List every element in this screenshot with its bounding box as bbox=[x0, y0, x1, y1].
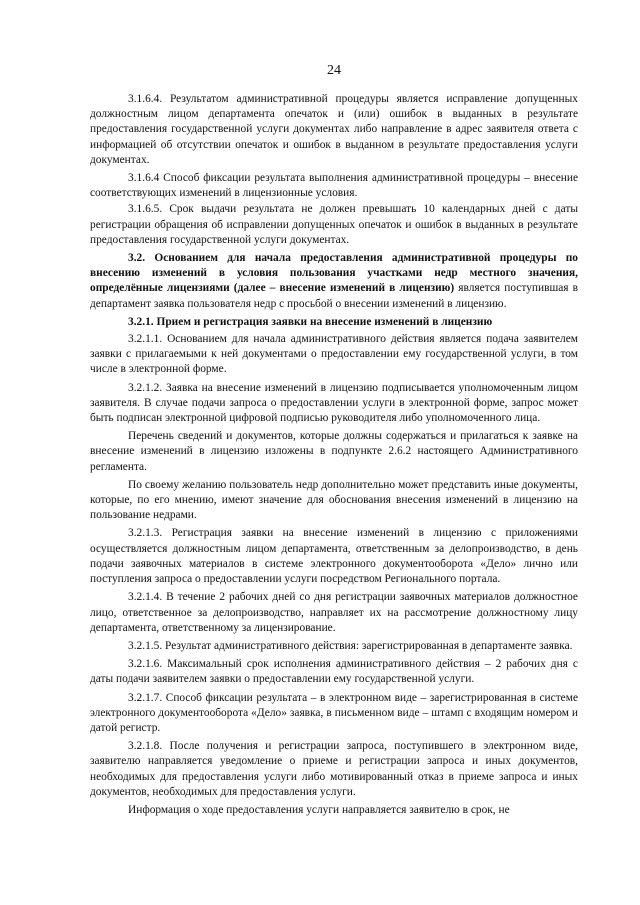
paragraph-3-2-1-1: 3.2.1.1. Основанием для начала административного действия является подача заявителем заявки с прилагаемыми к ней документами о предоставлении ему государственной услуги, в том числе в электронной форме. bbox=[90, 333, 578, 376]
paragraph-3-2 bbox=[90, 251, 578, 312]
paragraph-progress-info: Информация о ходе предоставления услуги направляется заявителю в срок, не bbox=[128, 803, 510, 816]
paragraph-3-1-6-5: 3.1.6.5. Срок выдачи результата не должен превышать 10 календарных дней с даты регистрации обращения об исправлении допущенных опечаток и ошибок в выданных в результате предоставления государственной услуги документах. bbox=[90, 203, 578, 246]
page-number: 24 bbox=[327, 63, 341, 78]
paragraph-3-1-6-4: 3.1.6.4. Результатом административной процедуры является исправление допущенных должностным лицом департамента опечаток и (или) ошибок в выданных в результате предоставления государственной услуги документах либо направление в адрес заявителя ответа с информацией об отсутствии опечаток и ошибок в выданном в результате предоставления услуги документах. bbox=[90, 93, 578, 166]
paragraph-3-2-1-8: 3.2.1.8. После получения и регистрации запроса, поступившего в электронном виде, заявителю направляется уведомление о приеме и регистрации запроса и иных документов, необходимых для предоставления услуги либо мотивированный отказ в приеме запроса и иных документов, необходимых для предоставления услуги. bbox=[90, 740, 578, 798]
paragraph-3-2-1-2: 3.2.1.2. Заявка на внесение изменений в лицензию подписывается уполномоченным лицом заявителя. В случае подачи запроса о предоставлении услуги в электронной форме, запрос может быть подписан электронной цифровой подписью руководителя либо уполномоченного лица. bbox=[90, 381, 578, 425]
paragraph-documents-list: Перечень сведений и документов, которые должны содержаться и прилагаться к заявке на внесение изменений в лицензию изложены в подпункте 2.6.2 настоящего Административного регламента. bbox=[90, 430, 578, 473]
paragraph-3-2-1-7: 3.2.1.7. Способ фиксации результата – в электронном виде – зарегистрированная в системе электронного документооборота «Дело» заявка, в письменном виде – штамп с входящим номером и датой регистр. bbox=[90, 691, 578, 734]
paragraph-3-2-rest: является поступившая в департамент заявка пользователя недр с просьбой о внесении изменений в лицензию. bbox=[90, 282, 578, 310]
paragraph-3-1-6-4-method: 3.1.6.4 Способ фиксации результата выполнения административной процедуры – внесение соответствующих изменений в лицензионные условия. bbox=[90, 172, 578, 200]
document-body bbox=[90, 92, 578, 818]
section-heading-3-2-1: 3.2.1. Прием и регистрация заявки на внесение изменений в лицензию bbox=[128, 315, 493, 328]
paragraph-3-2-bold: 3.2. Основанием для начала предоставления административной процедуры по внесению изменений в условия пользования участками недр местного значения, определённые лицензиями (далее – внесение изменений в лицензию) bbox=[90, 252, 578, 295]
paragraph-3-2-1-6: 3.2.1.6. Максимальный срок исполнения административного действия – 2 рабочих дня с даты подачи заявителем заявки о предоставлении ему государственной услуги. bbox=[90, 658, 578, 686]
paragraph-3-2-1-5: 3.2.1.5. Результат административного действия: зарегистрированная в департаменте заявка. bbox=[128, 639, 573, 652]
paragraph-3-2-1-3: 3.2.1.3. Регистрация заявки на внесение изменений в лицензию с приложениями осуществляется должностным лицом департамента, ответственным за делопроизводство, в день подачи заявочных материалов в системе электронного документооборота «Дело» лично или поступления запроса о предоставлении услуги посредством Регионального портала. bbox=[90, 527, 578, 586]
paragraph-3-2-1-4: 3.2.1.4. В течение 2 рабочих дней со дня регистрации заявочных материалов должностное лицо, ответственное за делопроизводство, направляет их на рассмотрение должностному лицу департамента, ответственному за лицензирование. bbox=[90, 591, 578, 634]
paragraph-optional-documents: По своему желанию пользователь недр дополнительно может представить иные документы, которые, по его мнению, имеют значение для обоснования внесения изменений в лицензию на пользование недрами. bbox=[90, 478, 578, 522]
